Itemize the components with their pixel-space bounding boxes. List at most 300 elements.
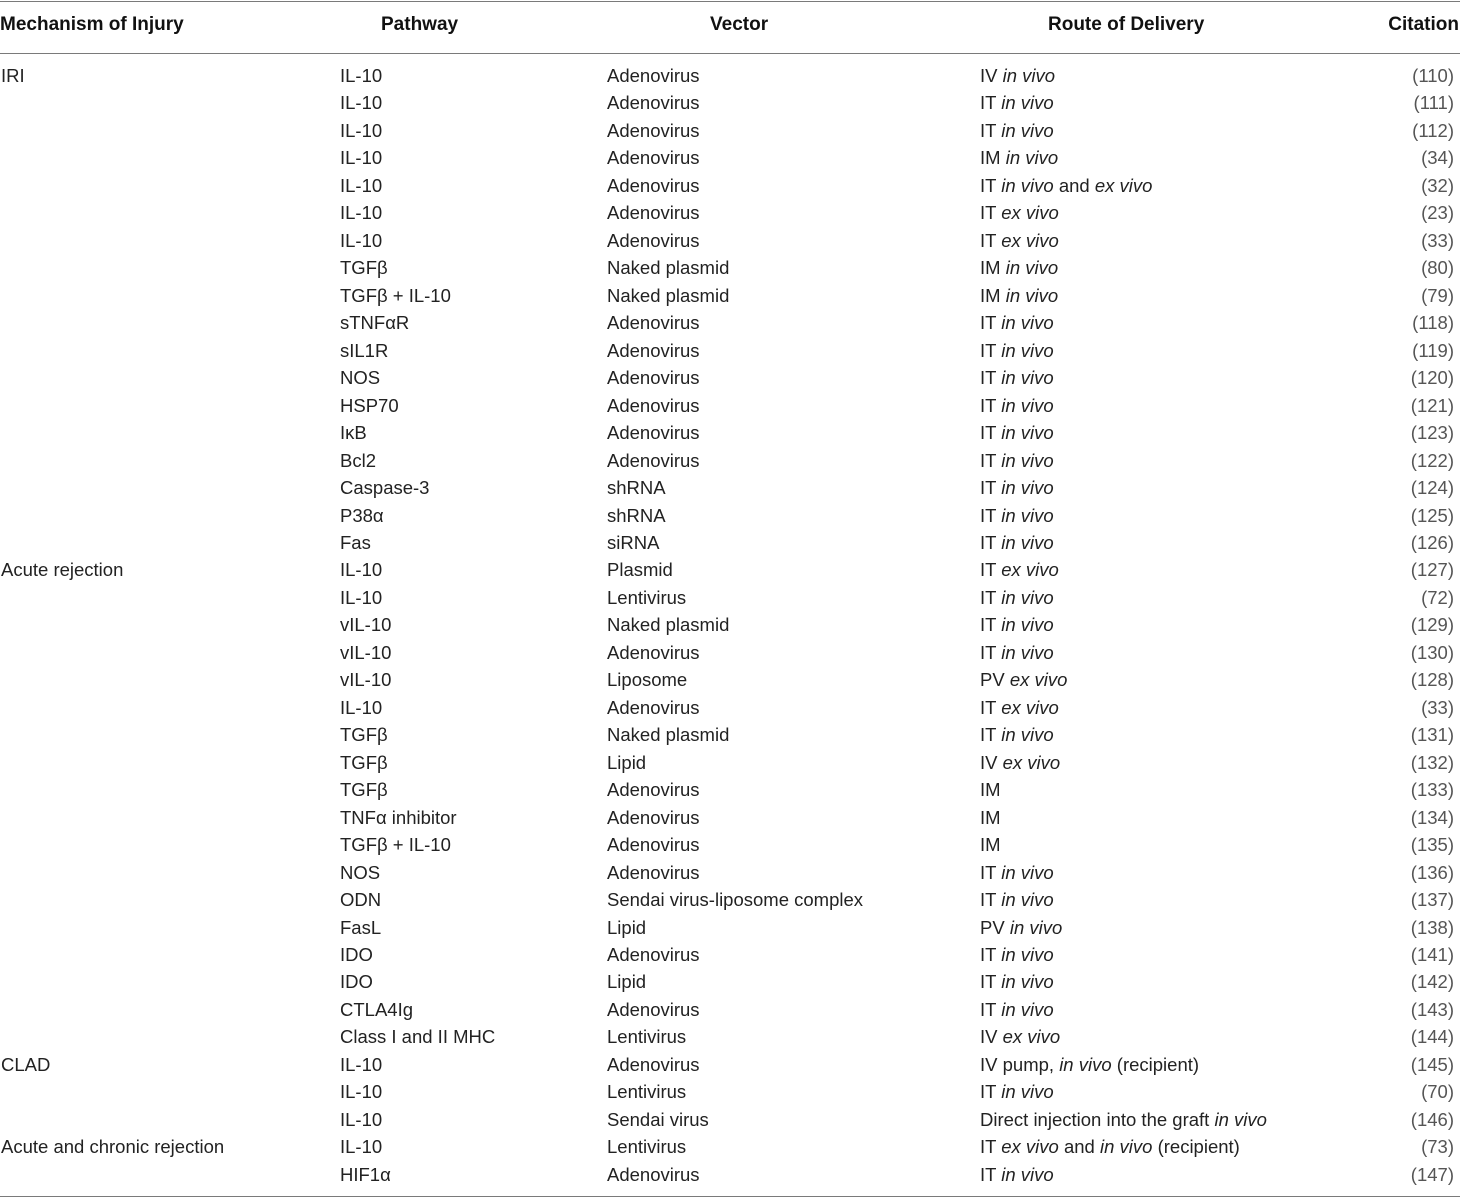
cell-pathway: TGFβ	[340, 724, 388, 746]
cell-pathway: TGFβ + IL-10	[340, 284, 451, 306]
cell-vector: Adenovirus	[607, 92, 700, 114]
cell-route-of-delivery	[980, 666, 1067, 693]
route-italic-segment: in vivo	[1001, 174, 1054, 196]
cell-vector: Adenovirus	[607, 229, 700, 251]
cell-mechanism: IRI	[1, 65, 25, 86]
route-italic-segment: in vivo	[1001, 339, 1054, 361]
route-italic-segment: ex vivo	[1094, 174, 1153, 196]
cell-citation[interactable]: (32)	[1421, 174, 1454, 196]
table-row	[0, 639, 1460, 666]
table-row	[0, 227, 1460, 254]
table-row	[0, 529, 1460, 556]
table-body	[0, 62, 1460, 1188]
cell-vector: Adenovirus	[607, 119, 700, 141]
cell-pathway: sTNFαR	[340, 312, 410, 334]
cell-vector: Adenovirus	[607, 861, 700, 883]
cell-route-of-delivery	[980, 254, 1058, 281]
route-segment: IT	[980, 586, 1002, 608]
cell-pathway: IL-10	[340, 202, 383, 224]
cell-route-of-delivery	[980, 1161, 1054, 1188]
cell-route-of-delivery	[980, 996, 1054, 1023]
cell-route-of-delivery	[980, 89, 1054, 116]
route-italic-segment: in vivo	[1001, 586, 1054, 608]
cell-route-of-delivery	[980, 1051, 1199, 1078]
route-italic-segment: in vivo	[1001, 422, 1054, 444]
cell-citation[interactable]: (147)	[1410, 1163, 1454, 1185]
table-row	[0, 749, 1460, 776]
route-italic-segment: in vivo	[1001, 367, 1054, 389]
cell-pathway: IL-10	[340, 229, 383, 251]
cell-citation[interactable]: (125)	[1410, 504, 1454, 526]
table-row	[0, 172, 1460, 199]
cell-vector: Adenovirus	[607, 394, 700, 416]
cell-pathway: vIL-10	[340, 641, 392, 663]
cell-vector: Lentivirus	[607, 1026, 687, 1048]
cell-pathway: TGFβ	[340, 751, 388, 773]
cell-pathway: IL-10	[340, 1136, 383, 1158]
cell-vector: Adenovirus	[607, 1163, 700, 1185]
table-row	[0, 1133, 1460, 1160]
cell-vector: Adenovirus	[607, 834, 700, 856]
table-row	[0, 282, 1460, 309]
cell-pathway: HSP70	[340, 394, 399, 416]
table-row	[0, 886, 1460, 913]
cell-mechanism: CLAD	[1, 1053, 51, 1075]
table-row	[0, 1106, 1460, 1133]
cell-route-of-delivery	[980, 886, 1054, 913]
cell-pathway: vIL-10	[340, 614, 392, 636]
cell-route-of-delivery	[980, 804, 1001, 831]
cell-pathway: vIL-10	[340, 669, 392, 691]
route-italic-segment: in vivo	[1001, 641, 1054, 663]
route-italic-segment: in vivo	[1001, 861, 1054, 883]
cell-pathway: IL-10	[340, 559, 383, 581]
route-italic-segment: in vivo	[1001, 971, 1054, 993]
cell-route-of-delivery	[980, 1078, 1054, 1105]
route-italic-segment: in vivo	[1214, 1108, 1267, 1130]
cell-citation[interactable]: (124)	[1410, 477, 1454, 499]
cell-citation[interactable]: (129)	[1410, 614, 1454, 636]
cell-citation[interactable]: (131)	[1410, 724, 1454, 746]
cell-vector: Adenovirus	[607, 641, 700, 663]
cell-vector: Naked plasmid	[607, 257, 730, 279]
route-segment: IT	[980, 998, 1002, 1020]
cell-vector: Lipid	[607, 751, 647, 773]
cell-pathway: IL-10	[340, 586, 383, 608]
cell-citation[interactable]: (72)	[1421, 586, 1454, 608]
header-rule	[0, 53, 1460, 54]
cell-route-of-delivery	[980, 282, 1058, 309]
cell-vector: Sendai virus	[607, 1108, 709, 1130]
route-italic-segment: ex vivo	[1001, 229, 1059, 251]
route-italic-segment: ex vivo	[1002, 1026, 1061, 1048]
cell-citation[interactable]: (79)	[1421, 284, 1454, 306]
route-italic-segment: in vivo	[1001, 1163, 1054, 1185]
route-italic-segment: in vivo	[1002, 65, 1056, 86]
cell-pathway: TGFβ + IL-10	[340, 834, 451, 856]
table-row	[0, 1051, 1460, 1078]
cell-vector: Liposome	[607, 669, 688, 691]
table-row	[0, 831, 1460, 858]
cell-route-of-delivery	[980, 62, 1055, 89]
cell-citation[interactable]: (123)	[1410, 422, 1454, 444]
cell-vector: Adenovirus	[607, 65, 700, 86]
cell-vector: Adenovirus	[607, 312, 700, 334]
route-segment: IM	[980, 257, 1006, 279]
route-italic-segment: ex vivo	[1009, 669, 1068, 691]
cell-route-of-delivery	[980, 1133, 1240, 1160]
cell-vector: shRNA	[607, 504, 666, 526]
cell-vector: Adenovirus	[607, 696, 700, 718]
route-italic-segment: in vivo	[1001, 1081, 1054, 1103]
cell-pathway: NOS	[340, 861, 381, 883]
cell-route-of-delivery	[980, 639, 1054, 666]
table-row	[0, 502, 1460, 529]
table-row	[0, 666, 1460, 693]
table-row	[0, 914, 1460, 941]
cell-route-of-delivery	[980, 749, 1060, 776]
route-segment: IV	[980, 751, 1003, 773]
cell-citation[interactable]: (137)	[1410, 889, 1454, 911]
table-row	[0, 584, 1460, 611]
cell-citation[interactable]: (112)	[1412, 119, 1454, 141]
cell-citation[interactable]: (128)	[1410, 669, 1454, 691]
cell-citation[interactable]: (141)	[1410, 944, 1454, 965]
cell-route-of-delivery	[980, 556, 1059, 583]
cell-vector: Naked plasmid	[607, 724, 730, 746]
cell-vector: Sendai virus-liposome complex	[607, 889, 864, 911]
table-row	[0, 117, 1460, 144]
route-segment: IT	[980, 1136, 1002, 1158]
route-segment: IT	[980, 367, 1002, 389]
cell-citation[interactable]: (130)	[1410, 641, 1454, 663]
table-row	[0, 1023, 1460, 1050]
route-segment: IT	[980, 861, 1002, 883]
cell-route-of-delivery	[980, 968, 1054, 995]
cell-citation[interactable]: (111)	[1413, 92, 1454, 114]
table-row	[0, 859, 1460, 886]
cell-pathway: IL-10	[340, 147, 383, 169]
route-italic-segment: in vivo	[1001, 614, 1054, 636]
route-segment: IT	[980, 504, 1002, 526]
cell-vector: Adenovirus	[607, 944, 700, 965]
route-segment: IT	[980, 1163, 1002, 1185]
table-row	[0, 474, 1460, 501]
table-row	[0, 254, 1460, 281]
header-citation: Citation	[1388, 14, 1459, 35]
cell-vector: Adenovirus	[607, 367, 700, 389]
cell-vector: Lipid	[607, 916, 647, 938]
cell-citation[interactable]: (23)	[1421, 202, 1454, 224]
cell-citation[interactable]: (80)	[1421, 257, 1454, 279]
cell-vector: Plasmid	[607, 559, 673, 581]
route-italic-segment: in vivo	[1005, 147, 1059, 169]
cell-citation[interactable]: (34)	[1421, 147, 1454, 169]
cell-vector: Lentivirus	[607, 1081, 687, 1103]
route-segment: IT	[980, 531, 1002, 553]
table-top-rule	[0, 1, 1460, 2]
route-segment: IM	[980, 834, 1001, 856]
cell-citation[interactable]: (134)	[1410, 806, 1454, 828]
cell-route-of-delivery	[980, 474, 1054, 501]
cell-route-of-delivery	[980, 337, 1054, 364]
cell-route-of-delivery	[980, 1023, 1060, 1050]
header-mechanism-of-injury: Mechanism of Injury	[0, 14, 184, 35]
cell-pathway: NOS	[340, 367, 381, 389]
cell-citation[interactable]: (146)	[1410, 1108, 1454, 1130]
route-italic-segment: in vivo	[1001, 477, 1054, 499]
route-italic-segment: ex vivo	[1001, 559, 1059, 581]
route-segment: IT	[980, 724, 1002, 746]
cell-route-of-delivery	[980, 144, 1058, 171]
cell-pathway: Class I and II MHC	[340, 1026, 496, 1048]
cell-vector: siRNA	[607, 531, 660, 553]
route-italic-segment: ex vivo	[1001, 696, 1059, 718]
route-segment: IT	[980, 614, 1002, 636]
route-segment: IT	[980, 229, 1002, 251]
route-italic-segment: ex vivo	[1001, 202, 1059, 224]
cell-route-of-delivery	[980, 392, 1054, 419]
cell-pathway: IL-10	[340, 119, 383, 141]
cell-pathway: IL-10	[340, 174, 383, 196]
cell-pathway: IL-10	[340, 1053, 383, 1075]
route-segment: IM	[980, 147, 1006, 169]
table-row	[0, 144, 1460, 171]
cell-citation[interactable]: (145)	[1410, 1053, 1454, 1075]
cell-route-of-delivery	[980, 584, 1054, 611]
cell-vector: Adenovirus	[607, 147, 700, 169]
table-row	[0, 1078, 1460, 1105]
cell-mechanism: Acute and chronic rejection	[1, 1136, 225, 1158]
cell-citation[interactable]: (119)	[1412, 339, 1454, 361]
table-row	[0, 337, 1460, 364]
route-segment: PV	[980, 916, 1010, 938]
table-header	[0, 12, 1460, 42]
header-vector: Vector	[710, 14, 769, 35]
route-italic-segment: in vivo	[1001, 944, 1054, 965]
cell-citation[interactable]: (33)	[1421, 696, 1454, 718]
route-segment: IT	[980, 92, 1002, 114]
route-italic-segment: in vivo	[1005, 284, 1059, 306]
cell-route-of-delivery	[980, 199, 1059, 226]
cell-pathway: HIF1α	[340, 1163, 391, 1185]
cell-route-of-delivery	[980, 1106, 1267, 1133]
route-italic-segment: in vivo	[1001, 119, 1054, 141]
cell-pathway: TGFβ	[340, 779, 388, 801]
route-segment: IM	[980, 779, 1001, 801]
route-segment: Direct injection into the graft	[980, 1108, 1215, 1130]
table-row	[0, 89, 1460, 116]
cell-citation[interactable]: (143)	[1410, 998, 1454, 1020]
route-italic-segment: in vivo	[1001, 998, 1054, 1020]
table-row	[0, 62, 1460, 89]
table-row	[0, 968, 1460, 995]
table-row	[0, 721, 1460, 748]
cell-vector: Naked plasmid	[607, 284, 730, 306]
route-italic-segment: in vivo	[1005, 257, 1059, 279]
cell-pathway: P38α	[340, 504, 384, 526]
cell-vector: shRNA	[607, 477, 666, 499]
route-segment: IT	[980, 889, 1002, 911]
route-segment: and	[1058, 1136, 1100, 1158]
table-row	[0, 941, 1460, 968]
cell-citation[interactable]: (120)	[1410, 367, 1454, 389]
route-italic-segment: ex vivo	[1001, 1136, 1059, 1158]
route-italic-segment: ex vivo	[1002, 751, 1061, 773]
cell-route-of-delivery	[980, 447, 1054, 474]
route-italic-segment: in vivo	[1001, 724, 1054, 746]
cell-route-of-delivery	[980, 859, 1054, 886]
route-italic-segment: in vivo	[1001, 531, 1054, 553]
cell-pathway: IL-10	[340, 1081, 383, 1103]
cell-vector: Naked plasmid	[607, 614, 730, 636]
cell-citation[interactable]: (138)	[1410, 916, 1454, 938]
cell-vector: Lentivirus	[607, 1136, 687, 1158]
cell-pathway: Fas	[340, 531, 371, 553]
cell-citation[interactable]: (110)	[1412, 65, 1454, 86]
route-segment: IT	[980, 944, 1002, 965]
table-row	[0, 392, 1460, 419]
route-italic-segment: in vivo	[1001, 312, 1054, 334]
cell-vector: Adenovirus	[607, 806, 700, 828]
table-row	[0, 694, 1460, 721]
route-segment: IT	[980, 119, 1002, 141]
table-row	[0, 447, 1460, 474]
cell-mechanism: Acute rejection	[1, 559, 124, 581]
cell-route-of-delivery	[980, 117, 1054, 144]
cell-pathway: TGFβ	[340, 257, 388, 279]
route-segment: IT	[980, 312, 1002, 334]
cell-citation[interactable]: (33)	[1421, 229, 1454, 251]
cell-vector: Adenovirus	[607, 422, 700, 444]
cell-citation[interactable]: (70)	[1421, 1081, 1454, 1103]
route-italic-segment: in vivo	[1001, 92, 1054, 114]
table-row	[0, 556, 1460, 583]
cell-vector: Lipid	[607, 971, 647, 993]
cell-citation[interactable]: (144)	[1410, 1026, 1454, 1048]
route-segment: IT	[980, 394, 1002, 416]
route-segment: IT	[980, 202, 1002, 224]
cell-route-of-delivery	[980, 529, 1054, 556]
cell-citation[interactable]: (133)	[1410, 779, 1454, 801]
cell-pathway: IκB	[340, 422, 367, 444]
table-row	[0, 996, 1460, 1023]
route-segment: IT	[980, 696, 1002, 718]
cell-vector: Adenovirus	[607, 202, 700, 224]
cell-citation[interactable]: (136)	[1410, 861, 1454, 883]
table-row	[0, 199, 1460, 226]
cell-vector: Lentivirus	[607, 586, 687, 608]
table-row	[0, 419, 1460, 446]
cell-route-of-delivery	[980, 309, 1054, 336]
cell-vector: Adenovirus	[607, 779, 700, 801]
cell-route-of-delivery	[980, 364, 1054, 391]
route-italic-segment: in vivo	[1001, 504, 1054, 526]
route-segment: IT	[980, 971, 1002, 993]
table-row	[0, 611, 1460, 638]
cell-citation[interactable]: (121)	[1410, 394, 1454, 416]
cell-vector: Adenovirus	[607, 449, 700, 471]
cell-route-of-delivery	[980, 941, 1054, 968]
cell-route-of-delivery	[980, 227, 1059, 254]
cell-pathway: IL-10	[340, 1108, 383, 1130]
cell-pathway: TNFα inhibitor	[340, 806, 457, 828]
route-italic-segment: in vivo	[1001, 449, 1054, 471]
cell-pathway: IDO	[340, 944, 373, 965]
cell-vector: Adenovirus	[607, 339, 700, 361]
cell-citation[interactable]: (127)	[1410, 559, 1454, 581]
cell-route-of-delivery	[980, 721, 1054, 748]
route-segment: PV	[980, 669, 1010, 691]
route-segment: IT	[980, 339, 1002, 361]
route-segment: IV pump,	[980, 1053, 1060, 1075]
cell-vector: Adenovirus	[607, 1053, 700, 1075]
table-row	[0, 804, 1460, 831]
cell-citation[interactable]: (73)	[1421, 1136, 1454, 1158]
cell-route-of-delivery	[980, 776, 1001, 803]
route-segment: IT	[980, 449, 1002, 471]
route-segment: IV	[980, 65, 1003, 86]
cell-route-of-delivery	[980, 914, 1062, 941]
route-segment: IT	[980, 641, 1002, 663]
table-bottom-rule	[0, 1196, 1460, 1197]
cell-vector: Adenovirus	[607, 174, 700, 196]
cell-pathway: IL-10	[340, 65, 383, 86]
cell-pathway: ODN	[340, 889, 382, 911]
route-segment: IT	[980, 477, 1002, 499]
cell-route-of-delivery	[980, 172, 1152, 199]
route-italic-segment: in vivo	[1009, 916, 1063, 938]
route-segment: (recipient)	[1111, 1053, 1200, 1075]
cell-pathway: CTLA4Ig	[340, 998, 414, 1020]
route-segment: (recipient)	[1152, 1136, 1240, 1158]
cell-citation[interactable]: (122)	[1410, 449, 1454, 471]
route-italic-segment: in vivo	[1001, 889, 1054, 911]
table-row	[0, 1161, 1460, 1188]
route-segment: IT	[980, 422, 1002, 444]
cell-route-of-delivery	[980, 611, 1054, 638]
cell-pathway: FasL	[340, 916, 382, 938]
cell-pathway: IDO	[340, 971, 373, 993]
cell-citation[interactable]: (118)	[1412, 312, 1454, 334]
cell-route-of-delivery	[980, 419, 1054, 446]
cell-pathway: Bcl2	[340, 449, 376, 471]
cell-route-of-delivery	[980, 831, 1001, 858]
table-row	[0, 776, 1460, 803]
route-segment: IM	[980, 806, 1001, 828]
header-pathway: Pathway	[381, 14, 459, 35]
cell-pathway: Caspase-3	[340, 477, 430, 499]
cell-citation[interactable]: (135)	[1410, 834, 1454, 856]
cell-vector: Adenovirus	[607, 998, 700, 1020]
cell-citation[interactable]: (132)	[1410, 751, 1454, 773]
cell-citation[interactable]: (142)	[1410, 971, 1454, 993]
route-italic-segment: in vivo	[1059, 1053, 1112, 1075]
route-segment: IT	[980, 174, 1002, 196]
route-segment: and	[1053, 174, 1095, 196]
route-segment: IT	[980, 1081, 1002, 1103]
route-segment: IV	[980, 1026, 1003, 1048]
header-route-of-delivery: Route of Delivery	[1048, 14, 1205, 35]
route-italic-segment: in vivo	[1099, 1136, 1153, 1158]
cell-citation[interactable]: (126)	[1410, 531, 1454, 553]
cell-pathway: sIL1R	[340, 339, 389, 361]
route-segment: IT	[980, 559, 1002, 581]
cell-route-of-delivery	[980, 694, 1059, 721]
cell-pathway: IL-10	[340, 696, 383, 718]
route-italic-segment: in vivo	[1001, 394, 1054, 416]
route-segment: IM	[980, 284, 1006, 306]
